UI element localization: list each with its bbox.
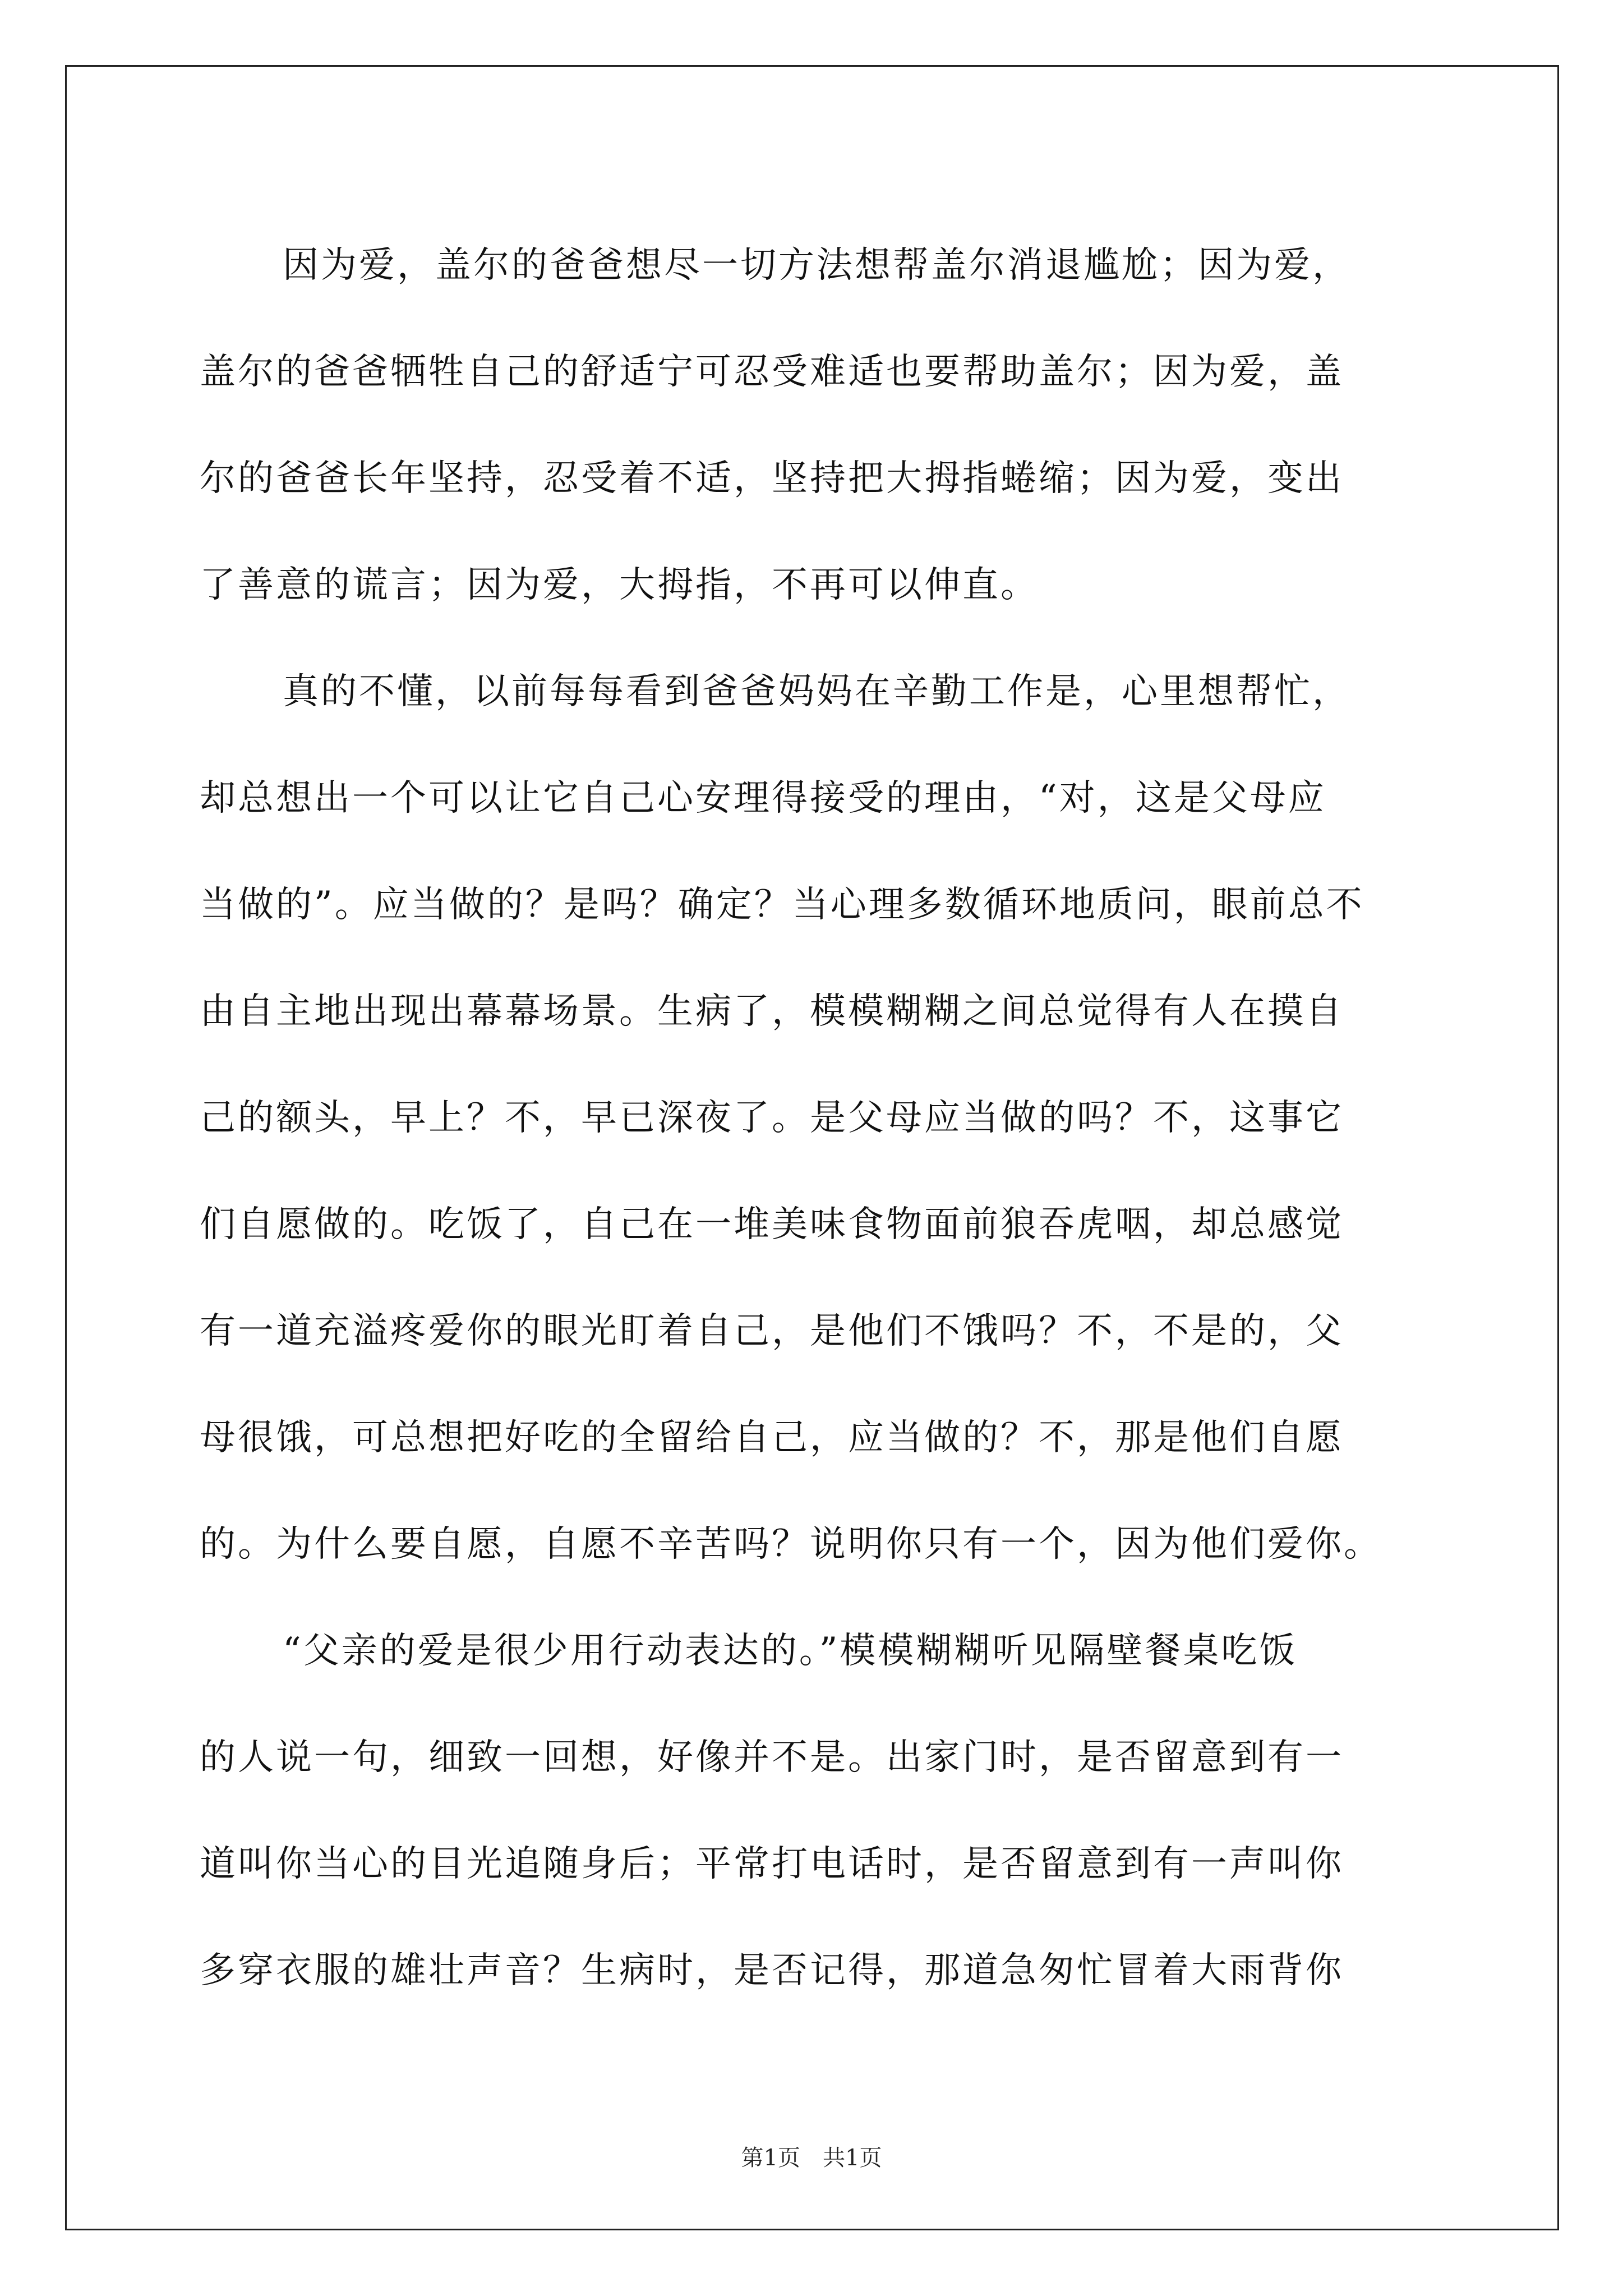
- paragraph-line: 盖尔的爸爸牺牲自己的舒适宁可忍受难适也要帮助盖尔；因为爱，盖: [200, 351, 1344, 393]
- paragraph-line: 了善意的谎言；因为爱，大拇指，不再可以伸直。: [200, 564, 1039, 606]
- paragraph-line: 尔的爸爸长年坚持，忍受着不适，坚持把大拇指蜷缩；因为爱，变出: [200, 458, 1344, 499]
- paragraph-line: 由自主地出现出幕幕场景。生病了，模模糊糊之间总觉得有人在摸自: [200, 991, 1344, 1032]
- paragraph-line: 真的不懂，以前每每看到爸爸妈妈在辛勤工作是，心里想帮忙，: [283, 671, 1350, 712]
- document-body: [200, 212, 1439, 2024]
- paragraph-line: 当做的”。应当做的？是吗？确定？当心理多数循环地质问，眼前总不: [200, 884, 1364, 926]
- paragraph-line: 的。为什么要自愿，自愿不辛苦吗？说明你只有一个，因为他们爱你。: [200, 1524, 1382, 1565]
- paragraph-line: 因为爱，盖尔的爸爸想尽一切方法想帮盖尔消退尴尬；因为爱，: [283, 245, 1350, 286]
- paragraph-1: [200, 212, 1439, 638]
- paragraph-line: 母很饿，可总想把好吃的全留给自己，应当做的？不，那是他们自愿: [200, 1417, 1344, 1458]
- paragraph-2: [200, 638, 1439, 1598]
- paragraph-line: 却总想出一个可以让它自己心安理得接受的理由，“对，这是父母应: [200, 777, 1326, 819]
- paragraph-line: 道叫你当心的目光追随身后；平常打电话时，是否留意到有一声叫你: [200, 1843, 1344, 1885]
- paragraph-line: “父亲的爱是很少用行动表达的。”模模糊糊听见隔壁餐桌吃饭: [283, 1630, 1298, 1672]
- paragraph-line: 的人说一句，细致一回想，好像并不是。出家门时，是否留意到有一: [200, 1737, 1344, 1778]
- paragraph-line: 们自愿做的。吃饭了，自己在一堆美味食物面前狼吞虎咽，却总感觉: [200, 1204, 1344, 1245]
- paragraph-line: 多穿衣服的雄壮声音？生病时，是否记得，那道急匆忙冒着大雨背你: [200, 1950, 1344, 1991]
- paragraph-line: 己的额头，早上？不，早已深夜了。是父母应当做的吗？不，这事它: [200, 1097, 1344, 1139]
- paragraph-3: [200, 1598, 1439, 2024]
- page-number-label: 第1页 共1页: [741, 2145, 882, 2171]
- paragraph-line: 有一道充溢疼爱你的眼光盯着自己，是他们不饿吗？不，不是的，父: [200, 1310, 1344, 1352]
- page-footer: [0, 2145, 1623, 2171]
